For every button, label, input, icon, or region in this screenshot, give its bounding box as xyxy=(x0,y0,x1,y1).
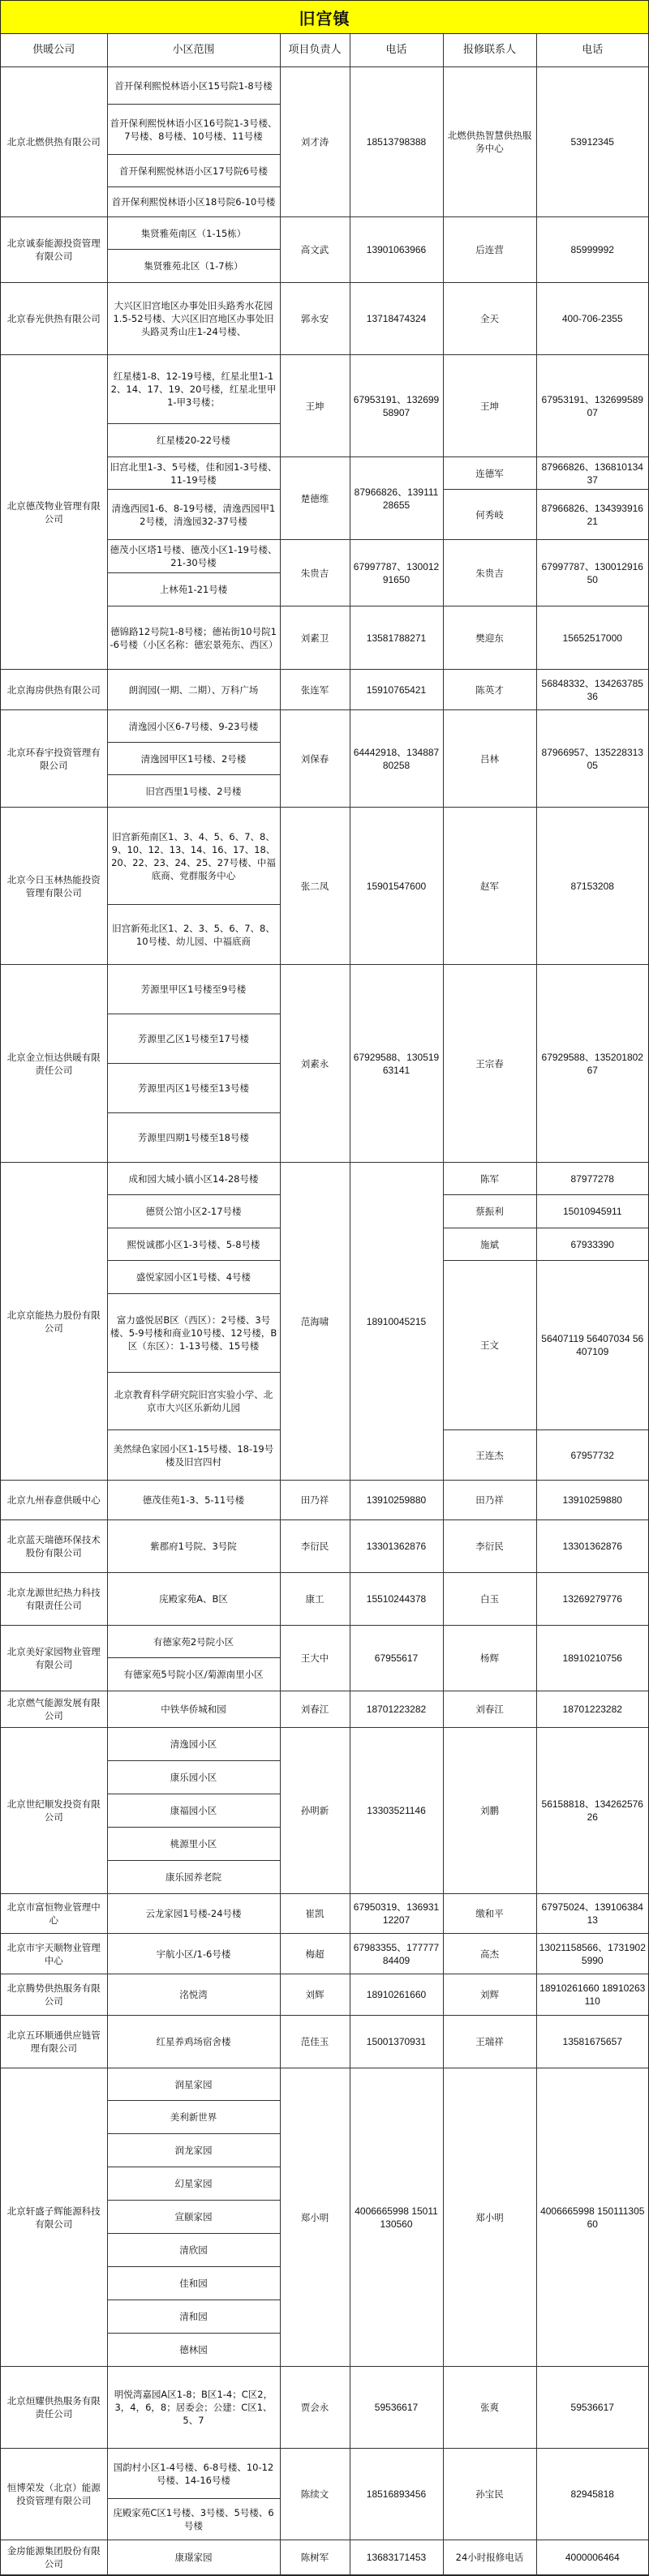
area-cell: 德贤公馆小区2-17号楼 xyxy=(107,1195,280,1228)
repair-phone-cell: 82945818 xyxy=(536,2449,648,2540)
manager-cell: 张连军 xyxy=(280,670,350,710)
phone-cell: 18910261660 xyxy=(350,1974,443,2016)
header-area: 小区范围 xyxy=(107,34,280,67)
table-row xyxy=(1,2016,648,2068)
area-cell: 集贤雅苑北区（1-7栋） xyxy=(107,250,280,283)
area-cell: 富力盛悦居B区（西区）：2号楼、3号楼、5-9号楼和商业10号楼、12号楼，B区（东区）：1-13号楼、15号楼 xyxy=(107,1294,280,1373)
repair-contact-cell: 施斌 xyxy=(443,1228,536,1261)
area-cell: 清逸园甲区1号楼、2号楼 xyxy=(107,743,280,775)
repair-phone-cell: 18701223282 xyxy=(536,1691,648,1728)
repair-contact-cell: 刘辉 xyxy=(443,1974,536,2016)
repair-phone-cell: 53912345 xyxy=(536,67,648,217)
area-cell: 中铁华侨城和园 xyxy=(107,1691,280,1728)
table-row xyxy=(1,67,648,105)
area-cell: 朗润园(一期、二期）、万科广场 xyxy=(107,670,280,710)
repair-contact-cell: 吕林 xyxy=(443,710,536,808)
manager-cell: 刘辉 xyxy=(280,1974,350,2016)
area-cell: 成和园大城小镇小区14-28号楼 xyxy=(107,1163,280,1195)
phone-cell: 67953191、13269958907 xyxy=(350,355,443,457)
area-cell: 庑殿家苑C区1号楼、3号楼、5号楼、6号楼 xyxy=(107,2499,280,2540)
repair-contact-cell: 王瑞祥 xyxy=(443,2016,536,2068)
area-cell: 芳源里丙区1号楼至13号楼 xyxy=(107,1064,280,1113)
phone-cell: 15910765421 xyxy=(350,670,443,710)
area-cell: 清逸西园1-6、8-19号楼，清逸西园甲12号楼，清逸园32-37号楼 xyxy=(107,490,280,540)
table-row xyxy=(1,217,648,250)
company-cell: 北京蓝天瑞德环保技术股份有限公司 xyxy=(1,1520,107,1573)
company-cell: 金房能源集团股份有限公司 xyxy=(1,2540,107,2575)
area-cell: 首开保利熙悦林语小区15号院1-8号楼 xyxy=(107,67,280,105)
manager-cell: 王坤 xyxy=(280,355,350,457)
manager-cell: 刘保春 xyxy=(280,710,350,808)
phone-cell: 87966826、13911128655 xyxy=(350,457,443,540)
area-cell: 德茂佳苑1-3、5-11号楼 xyxy=(107,1481,280,1520)
repair-phone-cell: 67957732 xyxy=(536,1430,648,1481)
repair-phone-cell: 67997787、13001291650 xyxy=(536,540,648,606)
repair-phone-cell: 15652517000 xyxy=(536,606,648,670)
area-cell: 清逸园小区6-7号楼、9-23号楼 xyxy=(107,710,280,743)
company-cell: 北京德茂物业管理有限公司 xyxy=(1,355,107,670)
table-row xyxy=(1,355,648,424)
phone-cell: 15001370931 xyxy=(350,2016,443,2068)
area-cell: 德茂小区塔1号楼、德茂小区1-19号楼、21-30号楼 xyxy=(107,540,280,573)
area-cell: 康乐园养老院 xyxy=(107,1861,280,1894)
area-cell: 清和园 xyxy=(107,2300,280,2334)
area-cell: 芳源里甲区1号楼至9号楼 xyxy=(107,965,280,1014)
repair-contact-cell: 24小时报修电话 xyxy=(443,2540,536,2575)
phone-cell: 15901547600 xyxy=(350,808,443,965)
area-cell: 国韵村小区1-4号楼、6-8号楼、10-12号楼、14-16号楼 xyxy=(107,2449,280,2499)
table-row xyxy=(1,710,648,743)
area-cell: 康乐园小区 xyxy=(107,1761,280,1794)
table-row xyxy=(1,2068,648,2101)
table-row xyxy=(1,808,648,905)
area-cell: 集贤雅苑南区（1-15栋） xyxy=(107,217,280,250)
repair-phone-cell: 67953191、13269958907 xyxy=(536,355,648,457)
area-cell: 美然绿色家园小区1-15号楼、18-19号楼及旧宫四村 xyxy=(107,1430,280,1481)
area-cell: 清欣园 xyxy=(107,2234,280,2267)
phone-cell: 67929588、13051963141 xyxy=(350,965,443,1163)
phone-cell: 67997787、13001291650 xyxy=(350,540,443,606)
repair-contact-cell: 孙宝民 xyxy=(443,2449,536,2540)
company-cell: 北京世纪顺发投资有限公司 xyxy=(1,1728,107,1894)
manager-cell: 刘春江 xyxy=(280,1691,350,1728)
phone-cell: 18910045215 xyxy=(350,1163,443,1481)
area-cell: 红星楼1-8、12-19号楼，红星北里1-12、14、17、19、20号楼，红星北里甲1-甲3号楼； xyxy=(107,355,280,424)
phone-cell: 13581788271 xyxy=(350,606,443,670)
heating-table xyxy=(1,34,648,2575)
repair-phone-cell: 87966957、13522831305 xyxy=(536,710,648,808)
area-cell: 康璟家园 xyxy=(107,2540,280,2575)
area-cell: 芳源里四期1号楼至18号楼 xyxy=(107,1113,280,1163)
area-cell: 上林苑1-21号楼 xyxy=(107,573,280,606)
company-cell: 北京燃气能源发展有限公司 xyxy=(1,1691,107,1728)
area-cell: 宇航小区/1-6号楼 xyxy=(107,1934,280,1974)
area-cell: 宣颐家园 xyxy=(107,2201,280,2234)
repair-contact-cell: 蔡振利 xyxy=(443,1195,536,1228)
area-cell: 旧宫新苑北区1、2、3、5、6、7、8、10号楼、幼儿园、中福底商 xyxy=(107,905,280,965)
manager-cell: 范海啸 xyxy=(280,1163,350,1481)
repair-phone-cell: 56407119 56407034 56407109 xyxy=(536,1261,648,1430)
phone-cell: 18701223282 xyxy=(350,1691,443,1728)
phone-cell: 67955617 xyxy=(350,1626,443,1691)
phone-cell: 4006665998 15011130560 xyxy=(350,2068,443,2367)
area-cell: 紫郡府1号院、3号院 xyxy=(107,1520,280,1573)
repair-contact-cell: 王文 xyxy=(443,1261,536,1430)
repair-contact-cell: 全天 xyxy=(443,283,536,355)
header-row xyxy=(1,34,648,67)
table-row xyxy=(1,2367,648,2449)
manager-cell: 高文武 xyxy=(280,217,350,283)
phone-cell: 13301362876 xyxy=(350,1520,443,1573)
repair-contact-cell: 缴和平 xyxy=(443,1894,536,1934)
header-repair-phone: 电话 xyxy=(536,34,648,67)
manager-cell: 贾会永 xyxy=(280,2367,350,2449)
repair-contact-cell: 朱贵吉 xyxy=(443,540,536,606)
area-cell: 有德家苑5号院小区/菊源南里小区 xyxy=(107,1658,280,1691)
phone-cell: 15510244378 xyxy=(350,1573,443,1626)
company-cell: 北京北燃供热有限公司 xyxy=(1,67,107,217)
company-cell: 北京轩盛子辉能源科技有限公司 xyxy=(1,2068,107,2367)
repair-contact-cell: 何秀岐 xyxy=(443,490,536,540)
repair-contact-cell: 赵军 xyxy=(443,808,536,965)
header-company: 供暖公司 xyxy=(1,34,107,67)
company-cell: 恒博荣发（北京）能源投资管理有限公司 xyxy=(1,2449,107,2540)
manager-cell: 康工 xyxy=(280,1573,350,1626)
area-cell: 红星楼20-22号楼 xyxy=(107,424,280,457)
area-cell: 芳源里乙区1号楼至17号楼 xyxy=(107,1014,280,1064)
repair-contact-cell: 樊迎东 xyxy=(443,606,536,670)
table-row xyxy=(1,670,648,710)
repair-contact-cell: 刘鹏 xyxy=(443,1728,536,1894)
area-cell: 桃源里小区 xyxy=(107,1828,280,1861)
manager-cell: 郭永安 xyxy=(280,283,350,355)
repair-contact-cell: 王连杰 xyxy=(443,1430,536,1481)
company-cell: 北京腾势供热服务有限公司 xyxy=(1,1974,107,2016)
table-row xyxy=(1,1728,648,1761)
area-cell: 旧宫新苑南区1、3、4、5、6、7、8、9、10、12、13、14、16、17、18、20、22、23、24、25、27号楼、中福底商、党群服务中心 xyxy=(107,808,280,905)
manager-cell: 李衍民 xyxy=(280,1520,350,1573)
manager-cell: 郑小明 xyxy=(280,2068,350,2367)
repair-phone-cell: 67929588、13520180267 xyxy=(536,965,648,1163)
table-row xyxy=(1,1520,648,1573)
company-cell: 北京诚泰能源投资管理有限公司 xyxy=(1,217,107,283)
area-cell: 洺悦湾 xyxy=(107,1974,280,2016)
repair-phone-cell: 67933390 xyxy=(536,1228,648,1261)
manager-cell: 崔凯 xyxy=(280,1894,350,1934)
table-row xyxy=(1,283,648,355)
area-cell: 有德家苑2号院小区 xyxy=(107,1626,280,1658)
area-cell: 美利新世界 xyxy=(107,2101,280,2134)
table-row xyxy=(1,1163,648,1195)
area-cell: 旧宫北里1-3、5号楼，佳和园1-3号楼、11-19号楼 xyxy=(107,457,280,490)
repair-contact-cell: 王宗春 xyxy=(443,965,536,1163)
repair-contact-cell: 张爽 xyxy=(443,2367,536,2449)
manager-cell: 王大中 xyxy=(280,1626,350,1691)
repair-contact-cell: 陈英才 xyxy=(443,670,536,710)
repair-phone-cell: 400-706-2355 xyxy=(536,283,648,355)
repair-contact-cell: 后连营 xyxy=(443,217,536,283)
company-cell: 北京京能热力股份有限公司 xyxy=(1,1163,107,1481)
repair-contact-cell: 刘春江 xyxy=(443,1691,536,1728)
repair-phone-cell: 13021158566、17319025990 xyxy=(536,1934,648,1974)
manager-cell: 田乃祥 xyxy=(280,1481,350,1520)
phone-cell: 13910259880 xyxy=(350,1481,443,1520)
sheet-title: 旧宫镇 xyxy=(1,1,648,34)
repair-contact-cell: 高杰 xyxy=(443,1934,536,1974)
phone-cell: 67950319、13693112207 xyxy=(350,1894,443,1934)
repair-phone-cell: 87966826、13439391621 xyxy=(536,490,648,540)
company-cell: 北京龙源世纪热力科技有限责任公司 xyxy=(1,1573,107,1626)
manager-cell: 刘素永 xyxy=(280,965,350,1163)
company-cell: 北京烜耀供热服务有限责任公司 xyxy=(1,2367,107,2449)
phone-cell: 13901063966 xyxy=(350,217,443,283)
manager-cell: 楚德维 xyxy=(280,457,350,540)
area-cell: 云龙家园1号楼-24号楼 xyxy=(107,1894,280,1934)
repair-phone-cell: 56848332、13426378536 xyxy=(536,670,648,710)
manager-cell: 孙明新 xyxy=(280,1728,350,1894)
phone-cell: 18516893456 xyxy=(350,2449,443,2540)
manager-cell: 陈树军 xyxy=(280,2540,350,2575)
table-row xyxy=(1,1691,648,1728)
repair-phone-cell: 15010945911 xyxy=(536,1195,648,1228)
repair-phone-cell: 18910261660 18910263110 xyxy=(536,1974,648,2016)
repair-phone-cell: 4000006464 xyxy=(536,2540,648,2575)
repair-phone-cell: 18910210756 xyxy=(536,1626,648,1691)
repair-phone-cell: 87977278 xyxy=(536,1163,648,1195)
company-cell: 北京市宇天顺物业管理中心 xyxy=(1,1934,107,1974)
area-cell: 首开保利熙悦林语小区16号院1-3号楼、7号楼、8号楼、10号楼、11号楼 xyxy=(107,105,280,155)
area-cell: 大兴区旧宫地区办事处旧头路秀水花园1.5-52号楼、大兴区旧宫地区办事处旧头路灵秀山庄1-24号楼、 xyxy=(107,283,280,355)
phone-cell: 13718474324 xyxy=(350,283,443,355)
repair-phone-cell: 87153208 xyxy=(536,808,648,965)
area-cell: 明悦湾嘉园A区1-8；B区1-4；C区2，3，4，6，8；居委会；公建：C区1、5、7 xyxy=(107,2367,280,2449)
area-cell: 红星养鸡场宿舍楼 xyxy=(107,2016,280,2068)
header-repair-contact: 报修联系人 xyxy=(443,34,536,67)
repair-phone-cell: 59536617 xyxy=(536,2367,648,2449)
repair-phone-cell: 67975024、13910638413 xyxy=(536,1894,648,1934)
repair-contact-cell: 白玉 xyxy=(443,1573,536,1626)
phone-cell: 13683171453 xyxy=(350,2540,443,2575)
header-phone: 电话 xyxy=(350,34,443,67)
repair-phone-cell: 13581675657 xyxy=(536,2016,648,2068)
table-row xyxy=(1,2540,648,2575)
area-cell: 庑殿家苑A、B区 xyxy=(107,1573,280,1626)
repair-phone-cell: 56158818、13426257626 xyxy=(536,1728,648,1894)
phone-cell: 64442918、13488780258 xyxy=(350,710,443,808)
repair-phone-cell: 13910259880 xyxy=(536,1481,648,1520)
table-row xyxy=(1,1894,648,1934)
company-cell: 北京市富恒物业管理中心 xyxy=(1,1894,107,1934)
company-cell: 北京九州春意供暖中心 xyxy=(1,1481,107,1520)
phone-cell: 59536617 xyxy=(350,2367,443,2449)
table-row xyxy=(1,1974,648,2016)
area-cell: 清逸园小区 xyxy=(107,1728,280,1761)
area-cell: 首开保利熙悦林语小区17号院6号楼 xyxy=(107,155,280,187)
company-cell: 北京春光供热有限公司 xyxy=(1,283,107,355)
company-cell: 北京五环顺通供应链管理有限公司 xyxy=(1,2016,107,2068)
area-cell: 润星家园 xyxy=(107,2068,280,2101)
table-row xyxy=(1,1481,648,1520)
phone-cell: 13303521146 xyxy=(350,1728,443,1894)
table-row xyxy=(1,1573,648,1626)
area-cell: 首开保利熙悦林语小区18号院6-10号楼 xyxy=(107,187,280,217)
manager-cell: 梅超 xyxy=(280,1934,350,1974)
header-manager: 项目负责人 xyxy=(280,34,350,67)
company-cell: 北京海房供热有限公司 xyxy=(1,670,107,710)
area-cell: 盛悦家园小区1号楼、4号楼 xyxy=(107,1261,280,1294)
area-cell: 熙悦诚郡小区1-3号楼、5-8号楼 xyxy=(107,1228,280,1261)
table-row xyxy=(1,1934,648,1974)
phone-cell: 18513798388 xyxy=(350,67,443,217)
area-cell: 康福园小区 xyxy=(107,1794,280,1828)
area-cell: 幻星家园 xyxy=(107,2167,280,2201)
company-cell: 北京美好家园物业管理有限公司 xyxy=(1,1626,107,1691)
repair-contact-cell: 杨辉 xyxy=(443,1626,536,1691)
area-cell: 旧宫西里1号楼、2号楼 xyxy=(107,775,280,808)
manager-cell: 朱贵吉 xyxy=(280,540,350,606)
manager-cell: 范佳玉 xyxy=(280,2016,350,2068)
repair-phone-cell: 4006665998 15011130560 xyxy=(536,2068,648,2367)
repair-phone-cell: 87966826、13681013437 xyxy=(536,457,648,490)
area-cell: 德林园 xyxy=(107,2334,280,2367)
table-row xyxy=(1,965,648,1014)
repair-contact-cell: 郑小明 xyxy=(443,2068,536,2367)
repair-contact-cell: 李衍民 xyxy=(443,1520,536,1573)
area-cell: 佳和园 xyxy=(107,2267,280,2300)
table-row xyxy=(1,1626,648,1658)
area-cell: 德锦路12号院1-8号楼；德祐街10号院1-6号楼（小区名称：德宏景苑东、西区） xyxy=(107,606,280,670)
repair-contact-cell: 陈军 xyxy=(443,1163,536,1195)
company-cell: 北京金立恒达供暖有限责任公司 xyxy=(1,965,107,1163)
repair-contact-cell: 田乃祥 xyxy=(443,1481,536,1520)
repair-contact-cell: 连德军 xyxy=(443,457,536,490)
repair-contact-cell: 王坤 xyxy=(443,355,536,457)
table-row xyxy=(1,2449,648,2499)
area-cell: 北京教育科学研究院旧宫实验小学、北京市大兴区乐新幼儿园 xyxy=(107,1373,280,1430)
company-cell: 北京环春宇投资管理有限公司 xyxy=(1,710,107,808)
area-cell: 润龙家园 xyxy=(107,2134,280,2167)
phone-cell: 67983355、17777784409 xyxy=(350,1934,443,1974)
manager-cell: 张二凤 xyxy=(280,808,350,965)
manager-cell: 刘素卫 xyxy=(280,606,350,670)
company-cell: 北京今日玉林热能投资管理有限公司 xyxy=(1,808,107,965)
repair-contact-cell: 北燃供热智慧供热服务中心 xyxy=(443,67,536,217)
repair-phone-cell: 13301362876 xyxy=(536,1520,648,1573)
manager-cell: 刘才涛 xyxy=(280,67,350,217)
repair-phone-cell: 13269279776 xyxy=(536,1573,648,1626)
manager-cell: 陈续文 xyxy=(280,2449,350,2540)
repair-phone-cell: 85999992 xyxy=(536,217,648,283)
